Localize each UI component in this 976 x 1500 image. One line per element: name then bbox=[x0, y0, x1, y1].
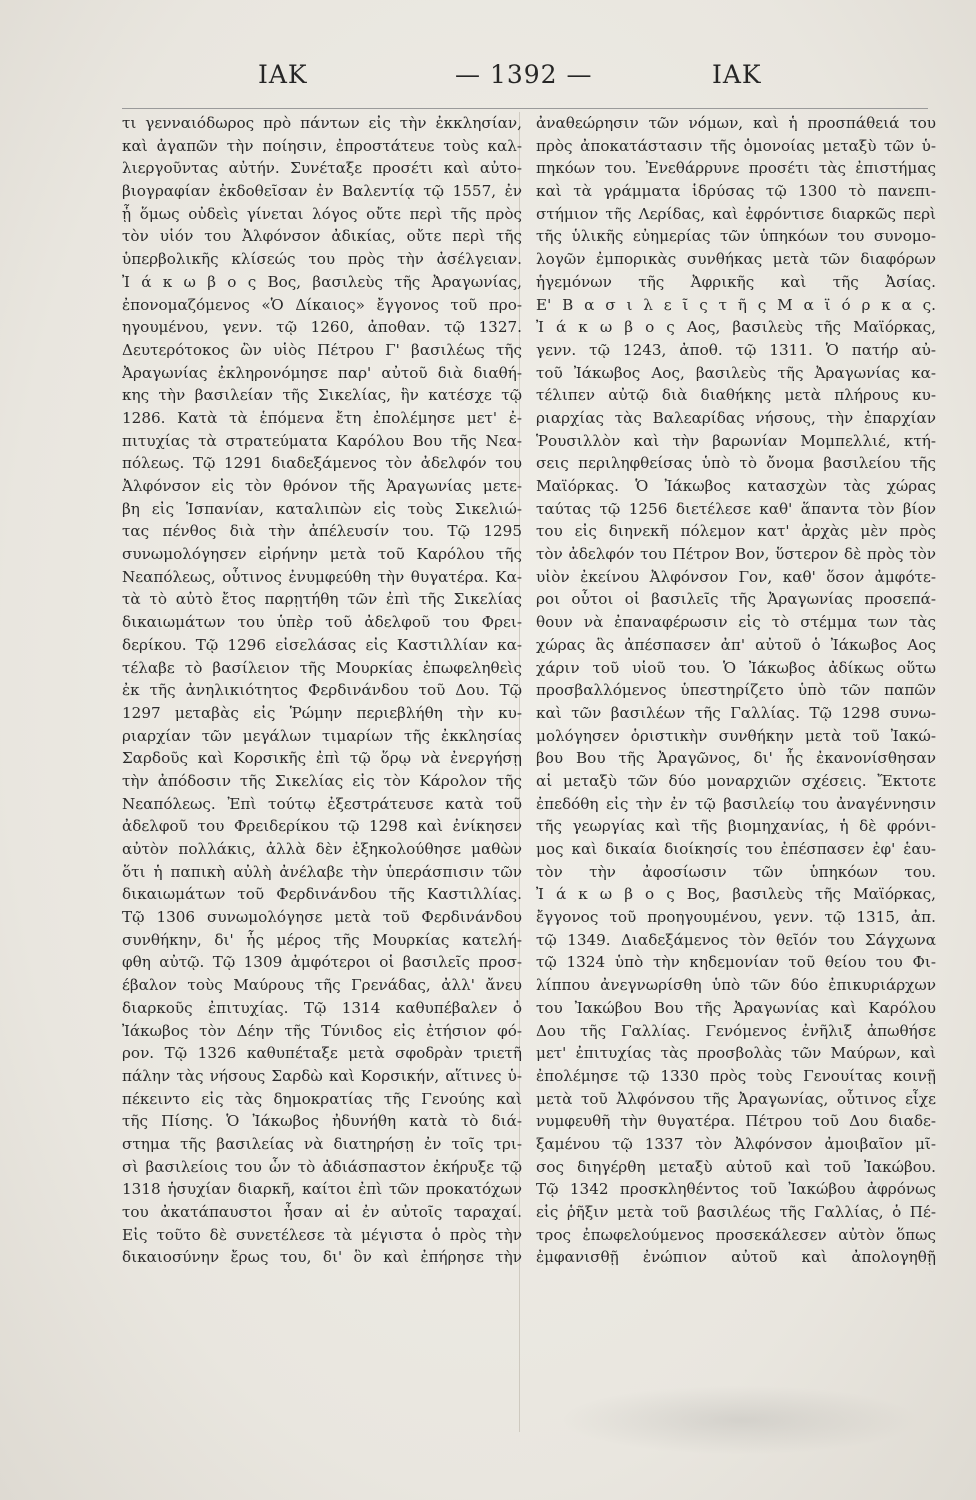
text-line: ριαρχίαν τῶν μεγάλων τιμαρίων τῆς ἐκκλησίας bbox=[122, 726, 522, 745]
text-line: μετ' ἐπιτυχίας τὰς προσβολὰς τῶν Μαύρων, καὶ bbox=[536, 1044, 936, 1063]
header-left-keyword: ΙΑΚ bbox=[258, 60, 308, 89]
text-line: τρος ἐπωφελούμενος προσεκάλεσεν αὐτὸν ὅπως bbox=[536, 1225, 936, 1244]
text-line: στημα τῆς βασιλείας νὰ διατηρήσῃ ἐν τοῖς τρι- bbox=[122, 1134, 522, 1153]
text-line: Τῷ 1306 συνωμολόγησε μετὰ τοῦ Φερδινάνδου bbox=[122, 908, 522, 927]
text-line: λογῶν ἐμπορικὰς συνθήκας μετὰ τῶν διαφόρων bbox=[536, 250, 936, 269]
text-line: τῆς γεωργίας καὶ τῆς βιομηχανίας, ἡ δὲ φρόνι- bbox=[536, 817, 936, 836]
text-line: κης τὴν βασιλείαν τῆς Σικελίας, ἣν κατέσχε τῷ bbox=[122, 386, 522, 405]
text-line: τῷ 1324 ὑπὸ τὴν κηδεμονίαν τοῦ θείου του Φι- bbox=[536, 953, 936, 972]
text-line: Ἰ ά κ ω β ο ς Βος, βασιλεὺς τῆς Μαϊόρκας, bbox=[536, 885, 936, 904]
text-line: τι γενναιόδωρος πρὸ πάντων εἰς τὴν ἐκκλησίαν, bbox=[122, 114, 522, 132]
text-line: τῷ 1349. Διαδεξάμενος τὸν θεῖόν του Σάγχωνα bbox=[536, 930, 936, 949]
text-line: τέλιπεν αὐτῷ διὰ διαθήκης μετὰ πλήρους κυ- bbox=[536, 386, 936, 405]
text-line: ἐκ τῆς ἀνηλικιότητος Φερδινάνδου τοῦ Δου. Τῷ bbox=[122, 681, 522, 700]
text-line: ὑπερβολικῆς κλίσεώς του πρὸς τὴν ἀσέλγειαν. bbox=[122, 250, 522, 269]
text-line: τὸν υἱόν του Ἀλφόνσον ἀδικίας, οὔτε περὶ τῆς bbox=[122, 227, 522, 246]
header-rule bbox=[122, 108, 928, 109]
text-line: του ἀκατάπαυστοι ἦσαν αἱ ἐν αὐτοῖς ταραχαί. bbox=[122, 1203, 522, 1221]
text-line: σὶ βασιλείοις του ὧν τὸ ἀδιάσπαστον ἐκήρυξε τῷ bbox=[122, 1157, 522, 1176]
text-line: χώρας ἃς ἀπέσπασεν ἀπ' αὐτοῦ ὁ Ἰάκωβος Αος bbox=[536, 635, 936, 654]
text-line: Νεαπόλεως. Ἐπὶ τούτῳ ἐξεστράτευσε κατὰ τοῦ bbox=[122, 794, 522, 813]
text-line: εἰς ῥῆξιν μετὰ τοῦ βασιλέως τῆς Γαλλίας, ὁ Πέ- bbox=[536, 1203, 936, 1221]
text-line: διαρκοῦς ἐπιτυχίας. Τῷ 1314 καθυπέβαλεν ὁ bbox=[122, 998, 522, 1017]
text-line: γενν. τῷ 1243, ἀποθ. τῷ 1311. Ὁ πατήρ αὐ- bbox=[536, 340, 936, 359]
text-line: ριαρχίας τὰς Βαλεαρίδας νήσους, τὴν ἐπαρχίαν bbox=[536, 408, 936, 427]
text-line: λίππου ἀνεγνωρίσθη ὑπὸ τῶν δύο ἐπικυριάρχων bbox=[536, 976, 936, 995]
text-line: Σαρδοῦς καὶ Κορσικῆς ἐπὶ τῷ ὅρῳ νὰ ἐνεργήσῃ bbox=[122, 749, 522, 768]
text-line: προσβαλλόμενος ὑπεστηρίζετο ὑπὸ τῶν παπῶν bbox=[536, 681, 936, 700]
header-right-keyword: ΙΑΚ bbox=[712, 60, 762, 89]
right-column bbox=[536, 112, 936, 1269]
text-line: συνωμολόγησεν εἰρήνην μετὰ τοῦ Καρόλου τῆς bbox=[122, 545, 522, 564]
text-line: ρον. Τῷ 1326 καθυπέταξε μετὰ σφοδρὰν τριετῆ bbox=[122, 1044, 522, 1063]
text-line: χάριν τοῦ υἱοῦ του. Ὁ Ἰάκωβος ἀδίκως οὕτω bbox=[536, 658, 936, 677]
text-line: φθη αὐτῷ. Τῷ 1309 ἀμφότεροι οἱ βασιλεῖς προσ- bbox=[122, 953, 522, 972]
text-line: νυμφευθῆ τὴν θυγατέρα. Πέτρου τοῦ Δου διαδε- bbox=[536, 1112, 936, 1131]
text-line: Δευτερότοκος ὢν υἱὸς Πέτρου Γ' βασιλέως τῆς bbox=[122, 340, 522, 359]
text-line: Τῷ 1342 προσκληθέντος τοῦ Ἰακώβου ἀφρόνως bbox=[536, 1180, 936, 1199]
text-line: πόλεως. Τῷ 1291 διαδεξάμενος τὸν ἀδελφόν του bbox=[122, 454, 522, 473]
text-line: ἀδελφοῦ του Φρειδερίκου τῷ 1298 καὶ ἐνίκησεν bbox=[122, 817, 522, 836]
text-line: δικαιωμάτων του ὑπὲρ τοῦ ἀδελφοῦ του Φρει- bbox=[122, 613, 522, 632]
text-line: τας πένθος διὰ τὴν ἀπέλευσίν του. Τῷ 1295 bbox=[122, 522, 522, 541]
text-line: δικαιωμάτων τοῦ Φερδινάνδου τῆς Καστιλλίας. bbox=[122, 885, 522, 904]
text-line: ὅτι ἡ παπικὴ αὐλὴ ἀνέλαβε τὴν ὑπεράσπισιν τῶν bbox=[122, 862, 522, 881]
text-line: Ε' Β α σ ι λ ε ῖ ς τ ῆ ς Μ α ϊ ό ρ κ α ς. bbox=[536, 295, 936, 314]
text-line: τοῦ Ἰάκωβος Αος, βασιλεὺς τῆς Ἀραγωνίας κα- bbox=[536, 363, 936, 382]
text-line: του εἰς διηνεκῆ πόλεμον κατ' ἀρχὰς μὲν πρὸς bbox=[536, 522, 936, 541]
text-line: Νεαπόλεως, οὗτινος ἐνυμφεύθη τὴν θυγατέρα. Κα- bbox=[122, 567, 522, 586]
text-line: πηκόων του. Ἐνεθάρρυνε προσέτι τὰς ἐπιστήμας bbox=[536, 159, 936, 178]
text-line: πάλην τὰς νήσους Σαρδὼ καὶ Κορσικήν, αἵτινες ὑ- bbox=[122, 1066, 522, 1085]
text-line: δερίκου. Τῷ 1296 εἰσελάσας εἰς Καστιλλίαν κα- bbox=[122, 635, 522, 654]
text-line: Εἰς τοῦτο δὲ συνετέλεσε τὰ μέγιστα ὁ πρὸς τὴν bbox=[122, 1225, 522, 1244]
text-line: βη εἰς Ἱσπανίαν, καταλιπὼν εἰς τοὺς Σικελιώ- bbox=[122, 499, 522, 518]
text-line: 1318 ἡσυχίαν διαρκῆ, καίτοι ἐπὶ τῶν προκατόχων bbox=[122, 1180, 522, 1199]
text-line: αὐτὸν πολλάκις, ἀλλὰ δὲν ἐξηκολούθησε μαθὼν bbox=[122, 840, 522, 858]
text-line: Ἰ ά κ ω β ο ς Αος, βασιλεὺς τῆς Μαϊόρκας, bbox=[536, 318, 936, 337]
text-line: τῆς Πίσης. Ὁ Ἰάκωβος ἠδυνήθη κατὰ τὸ διά- bbox=[122, 1112, 522, 1131]
text-line: έβαλον τοὺς Μαύρους τῆς Γρενάδας, ἀλλ' ἄνευ bbox=[122, 976, 522, 995]
text-line: Ἀραγωνίας ἐκληρονόμησε παρ' αὐτοῦ διὰ διαθή- bbox=[122, 363, 522, 382]
text-line: ἀναθεώρησιν τῶν νόμων, καὶ ἡ προσπάθειά του bbox=[536, 114, 936, 132]
text-line: σεις περιληφθείσας ὑπὸ τὸ ὄνομα βασιλείου τῆς bbox=[536, 454, 936, 473]
text-line: πέκειντο εἰς τὰς δημοκρατίας τῆς Γενούης καὶ bbox=[122, 1089, 522, 1108]
text-line: μολόγησεν ὁριστικὴν συνθήκην μετὰ τοῦ Ἰακώ- bbox=[536, 726, 936, 745]
text-line: του Ἰακώβου Βου τῆς Ἀραγωνίας καὶ Καρόλου bbox=[536, 998, 936, 1017]
text-line: Μαϊόρκας. Ὁ Ἰάκωβος κατασχὼν τὰς χώρας bbox=[536, 477, 936, 495]
text-line: Ἰάκωβος τὸν Δέην τῆς Τύνιδος εἰς ἐτήσιον φό- bbox=[122, 1021, 522, 1040]
text-line: βιογραφίαν ἐκδοθεῖσαν ἐν Βαλεντίᾳ τῷ 1557, ἐν bbox=[122, 182, 522, 201]
text-line: ταύτας τῷ 1256 διετέλεσε καθ' ἅπαντα τὸν βίον bbox=[536, 499, 936, 518]
text-line: σος διηγέρθη μεταξὺ αὐτοῦ καὶ τοῦ Ἰακώβου. bbox=[536, 1157, 936, 1176]
text-line: ἐμφανισθῇ ἐνώπιον αὐτοῦ καὶ ἀπολογηθῇ bbox=[536, 1248, 936, 1267]
text-line: ἐπεδόθη εἰς τὴν ἐν τῷ βασιλείῳ του ἀναγέννησιν bbox=[536, 794, 936, 813]
text-line: τὴν ἀπόδοσιν τῆς Σικελίας εἰς τὸν Κάρολον τῆς bbox=[122, 771, 522, 790]
text-line: πιτυχίας τὰ στρατεύματα Καρόλου Βου τῆς Νεα- bbox=[122, 431, 522, 450]
text-line: βου Βου τῆς Ἀραγῶνος, δι' ἧς ἐκανονίσθησαν bbox=[536, 749, 936, 768]
text-line: λιεργοῦντας αὐτήν. Συνέταξε προσέτι καὶ αὐτο- bbox=[122, 159, 522, 178]
text-line: μετὰ τοῦ Ἀλφόνσου τῆς Ἀραγωνίας, οὗτινος εἶχε bbox=[536, 1089, 936, 1108]
text-line: ἔγγονος τοῦ προηγουμένου, γενν. τῷ 1315, ἀπ. bbox=[536, 908, 936, 927]
page-number: — 1392 — bbox=[455, 60, 593, 89]
text-line: καὶ τῶν βασιλέων τῆς Γαλλίας. Τῷ 1298 συνω- bbox=[536, 703, 936, 722]
text-line: τὸν ἀδελφόν του Πέτρον Βον, ὕστερον δὲ πρὸς τὸν bbox=[536, 545, 936, 564]
text-line: ξαμένου τῷ 1337 τὸν Ἀλφόνσον ἀμοιβαῖον μῖ- bbox=[536, 1134, 936, 1153]
text-line: τὸν τὴν ἀφοσίωσιν τῶν ὑπηκόων του. bbox=[536, 862, 936, 881]
text-line: καὶ τὰ γράμματα ἱδρύσας τῷ 1300 τὸ πανεπι- bbox=[536, 182, 936, 201]
text-line: αἱ μεταξὺ τῶν δύο μοναρχιῶν σχέσεις. Ἔκτοτε bbox=[536, 771, 936, 790]
text-line: μος καὶ δικαία διοίκησίς του ἐπέσπασεν ἐφ' ἑαυ- bbox=[536, 840, 936, 858]
text-line: στήμιον τῆς Λερίδας, καὶ ἐφρόντισε διαρκῶς περὶ bbox=[536, 204, 936, 223]
text-line: Δου τῆς Γαλλίας. Γενόμενος ἐνῆλιξ ἀπωθήσε bbox=[536, 1021, 936, 1040]
text-line: τέλαβε τὸ βασίλειον τῆς Μουρκίας ἐπωφεληθεὶς bbox=[122, 658, 522, 677]
text-line: Ῥουσιλλὸν καὶ τὴν βαρωνίαν Μομπελλιέ, κτή- bbox=[536, 431, 936, 450]
text-line: ἡγεμόνων τῆς Ἀφρικῆς καὶ τῆς Ἀσίας. bbox=[536, 272, 936, 291]
text-line: δικαιοσύνην ἔρως του, δι' ὃν καὶ ἐπήρησε τὴν bbox=[122, 1248, 522, 1267]
page-header bbox=[0, 60, 976, 100]
text-line: ροι οὗτοι οἱ βασιλεῖς τῆς Ἀραγωνίας προσεπά- bbox=[536, 590, 936, 609]
text-line: υἱὸν ἐκείνου Ἀλφόνσον Γον, καθ' ὅσον ἀμφότε- bbox=[536, 567, 936, 586]
page-stain bbox=[560, 1385, 920, 1455]
text-line: καὶ ἀγαπῶν τὴν ποίησιν, ἐπροστάτευε τοὺς καλ- bbox=[122, 136, 522, 155]
text-line: ηγουμένου, γενν. τῷ 1260, ἀποθαν. τῷ 1327. bbox=[122, 318, 522, 337]
text-line: πρὸς ἀποκατάστασιν τῆς ὁμονοίας μεταξὺ τῶν ὑ- bbox=[536, 136, 936, 155]
left-column bbox=[122, 112, 522, 1269]
text-line: Ἰ ά κ ω β ο ς Βος, βασιλεὺς τῆς Ἀραγωνίας, bbox=[122, 272, 522, 291]
text-line: τὰ τὸ αὐτὸ ἔτος παρῃτήθη τῶν ἐπὶ τῆς Σικελίας bbox=[122, 590, 522, 609]
text-line: 1286. Κατὰ τὰ ἑπόμενα ἔτη ἐπολέμησε μετ' ἐ- bbox=[122, 408, 522, 427]
text-line: Ἀλφόνσον εἰς τὸν θρόνον τῆς Ἀραγωνίας μετε- bbox=[122, 477, 522, 495]
text-line: 1297 μεταβὰς εἰς Ῥώμην περιεβλήθη τὴν κυ- bbox=[122, 703, 522, 722]
text-line: ἐπονομαζόμενος «Ὁ Δίκαιος» ἔγγονος τοῦ προ- bbox=[122, 295, 522, 314]
text-line: ᾗ ὅμως οὐδεὶς γίνεται λόγος οὔτε περὶ τῆς πρὸς bbox=[122, 204, 522, 223]
text-line: τῆς ὑλικῆς εὐημερίας τῶν ὑπηκόων του συνομο- bbox=[536, 227, 936, 246]
text-line: θουν νὰ ἐπαναφέρωσιν εἰς τὸ στέμμα των τὰς bbox=[536, 613, 936, 632]
text-line: συνθήκην, δι' ἧς μέρος τῆς Μουρκίας κατελή- bbox=[122, 930, 522, 949]
text-line: ἐπολέμησε τῷ 1330 πρὸς τοὺς Γενουίτας κοινῇ bbox=[536, 1066, 936, 1085]
